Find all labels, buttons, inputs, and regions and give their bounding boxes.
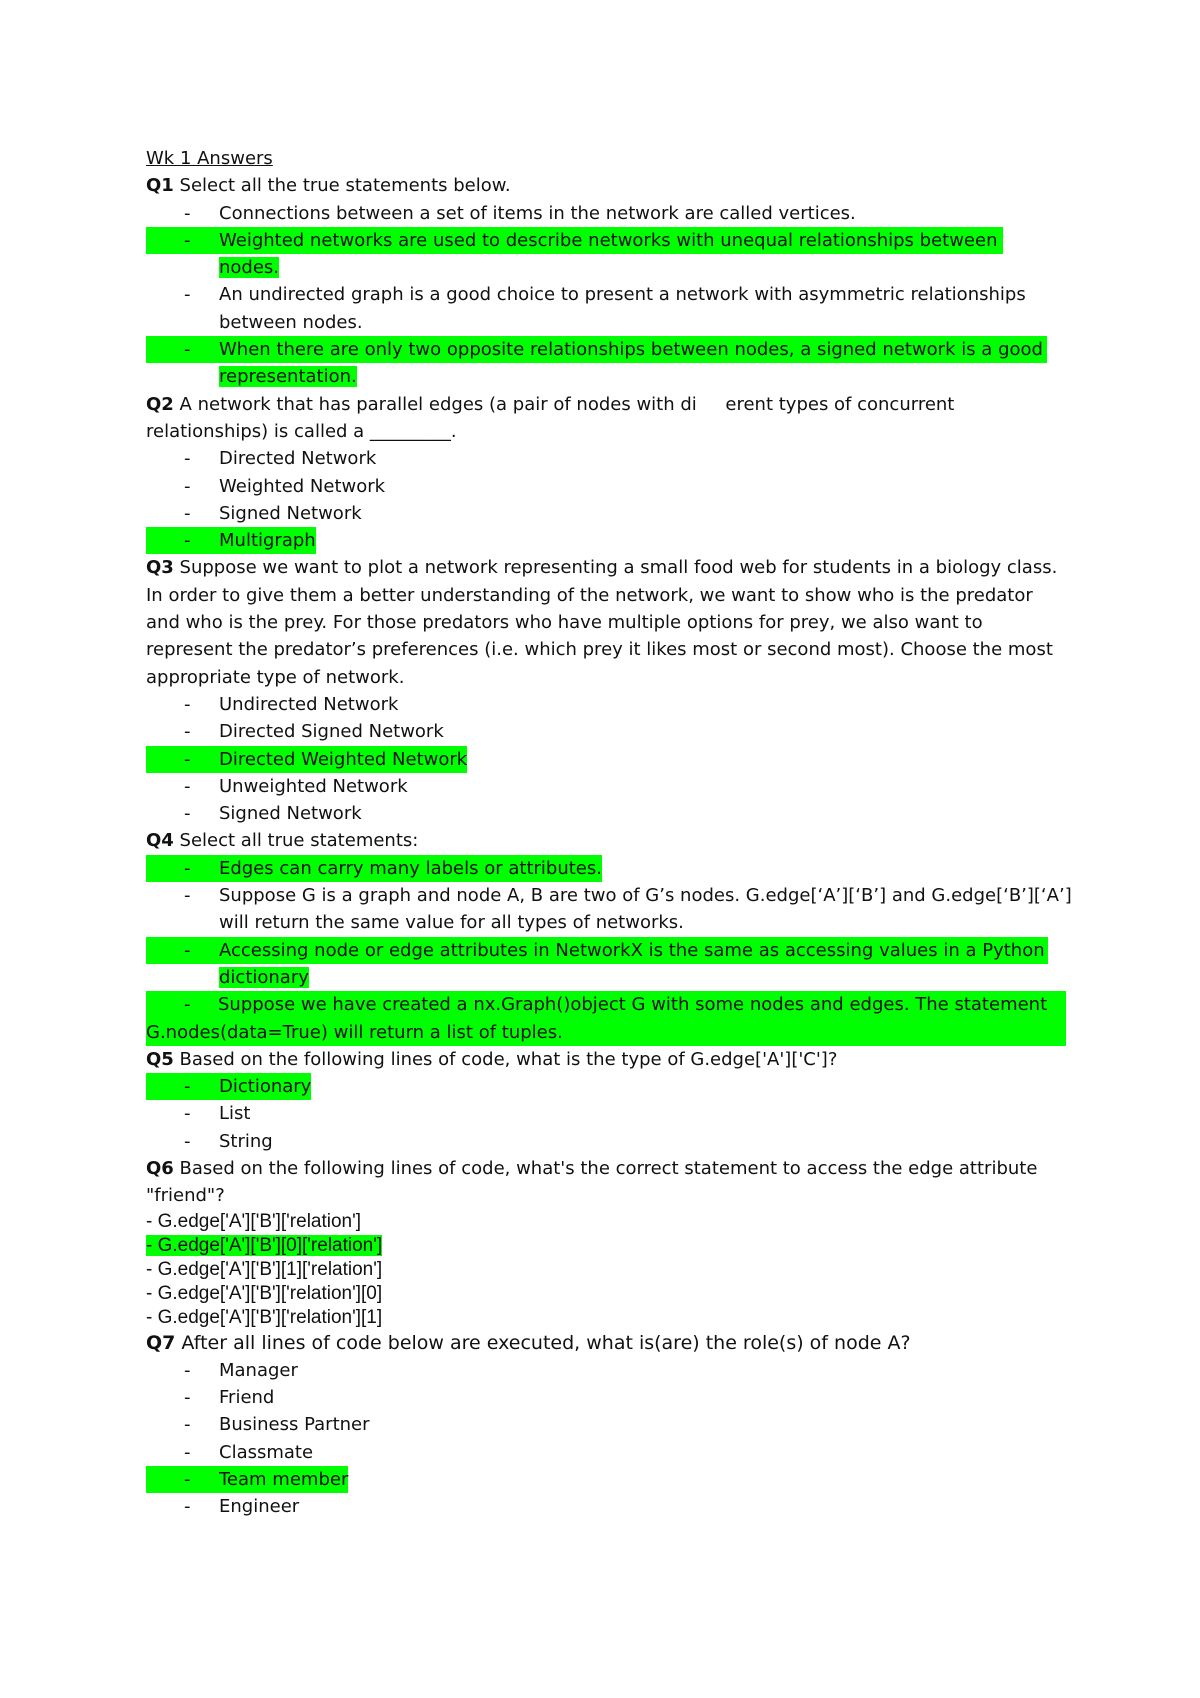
bullet-dash: - bbox=[184, 994, 191, 1016]
q7-option-6 bbox=[146, 1493, 1086, 1520]
q7-option-1 bbox=[146, 1357, 1086, 1384]
q3-option-2-text: Directed Signed Network bbox=[219, 721, 444, 743]
q5-option-3-text: String bbox=[219, 1130, 273, 1152]
q4-option-2-line1: Suppose G is a graph and node A, B are two of G’s nodes. G.edge[‘A’][‘B’] and G.edge[‘B’][‘A’] bbox=[219, 885, 1072, 907]
bullet-dash: - bbox=[146, 527, 219, 554]
q4-question bbox=[146, 827, 1086, 854]
q5-option-1 bbox=[146, 1073, 1086, 1100]
q5-option-2-text: List bbox=[219, 1103, 251, 1125]
q3-question-line4: represent the predator’s preferences (i.e. which prey it likes most or second most). Choose the most bbox=[146, 639, 1053, 661]
bullet-dash: - bbox=[184, 803, 191, 825]
q4-question-text: Select all true statements: bbox=[173, 830, 419, 852]
q3-option-1-text: Undirected Network bbox=[219, 693, 399, 715]
q5-option-3 bbox=[146, 1128, 1086, 1155]
document-title: Wk 1 Answers bbox=[146, 148, 273, 169]
q1-question bbox=[146, 172, 1086, 199]
q1-question-text: Select all the true statements below. bbox=[173, 175, 511, 197]
q1-option-4-line1: When there are only two opposite relationships between nodes, a signed network is a good bbox=[219, 336, 1047, 363]
q7-option-6-text: Engineer bbox=[219, 1496, 300, 1518]
q2-question bbox=[146, 391, 1086, 418]
q4-option-2-line2: will return the same value for all types of networks. bbox=[219, 912, 684, 934]
q6-option-3: - G.edge['A']['B'][1]['relation'] bbox=[146, 1258, 383, 1280]
q3-option-3 bbox=[146, 746, 1086, 773]
q4-option-3-line1: Accessing node or edge attributes in NetworkX is the same as accessing values in a Python bbox=[219, 937, 1048, 964]
document-content bbox=[146, 145, 1086, 1521]
q4-option-1-text: Edges can carry many labels or attributes. bbox=[219, 855, 602, 882]
bullet-dash: - bbox=[184, 1359, 191, 1381]
q3-option-3-text: Directed Weighted Network bbox=[219, 746, 467, 773]
q4-option-1 bbox=[146, 855, 1086, 882]
bullet-dash: - bbox=[146, 336, 219, 363]
q3-question-line5: appropriate type of network. bbox=[146, 666, 405, 688]
q6-label: Q6 bbox=[146, 1157, 174, 1179]
q7-option-2 bbox=[146, 1384, 1086, 1411]
q7-option-5-text: Team member bbox=[219, 1466, 348, 1493]
bullet-dash: - bbox=[184, 885, 191, 907]
q4-option-2 bbox=[146, 882, 1086, 937]
bullet-dash: - bbox=[146, 227, 219, 254]
bullet-dash: - bbox=[146, 746, 219, 773]
bullet-dash: - bbox=[184, 1496, 191, 1518]
q3-option-4-text: Unweighted Network bbox=[219, 775, 408, 797]
q4-option-4-line1: Suppose we have created a nx.Graph()object G with some nodes and edges. The statement bbox=[218, 994, 1048, 1016]
bullet-dash: - bbox=[146, 1466, 219, 1493]
q7-question-text: After all lines of code below are executed, what is(are) the role(s) of node A? bbox=[175, 1331, 911, 1354]
q3-option-2 bbox=[146, 718, 1086, 745]
bullet-dash: - bbox=[184, 693, 191, 715]
q6-option-4: - G.edge['A']['B']['relation'][0] bbox=[146, 1282, 383, 1304]
q7-option-5 bbox=[146, 1466, 1086, 1493]
q7-question bbox=[146, 1330, 1086, 1357]
q3-option-5-text: Signed Network bbox=[219, 803, 362, 825]
q1-option-1 bbox=[146, 200, 1086, 227]
q2-option-3 bbox=[146, 500, 1086, 527]
q3-question bbox=[146, 554, 1086, 581]
q3-question-line2: In order to give them a better understanding of the network, we want to show who is the predator bbox=[146, 584, 1033, 606]
q6-question-line1: Based on the following lines of code, what's the correct statement to access the edge attribute bbox=[173, 1157, 1038, 1179]
q2-label: Q2 bbox=[146, 393, 174, 415]
q4-option-4 bbox=[146, 991, 1066, 1046]
bullet-dash: - bbox=[184, 284, 191, 306]
q2-question-line2: relationships) is called a _________. bbox=[146, 420, 457, 442]
bullet-dash: - bbox=[184, 1130, 191, 1152]
q7-option-4 bbox=[146, 1439, 1086, 1466]
q4-option-3-line2: dictionary bbox=[219, 966, 309, 988]
q1-option-3-line2: between nodes. bbox=[219, 311, 363, 333]
bullet-dash: - bbox=[184, 1414, 191, 1436]
q1-option-3 bbox=[146, 281, 1086, 336]
q1-option-1-text: Connections between a set of items in the network are called vertices. bbox=[219, 202, 856, 224]
q3-option-4 bbox=[146, 773, 1086, 800]
bullet-dash: - bbox=[184, 1441, 191, 1463]
q6-question bbox=[146, 1155, 1086, 1182]
q3-label: Q3 bbox=[146, 557, 174, 579]
q6-option-1: - G.edge['A']['B']['relation'] bbox=[146, 1210, 362, 1232]
q5-option-1-text: Dictionary bbox=[219, 1073, 311, 1100]
q7-option-4-text: Classmate bbox=[219, 1441, 314, 1463]
bullet-dash: - bbox=[184, 775, 191, 797]
q2-option-1-text: Directed Network bbox=[219, 448, 377, 470]
q3-option-1 bbox=[146, 691, 1086, 718]
bullet-dash: - bbox=[146, 1073, 219, 1100]
bullet-dash: - bbox=[184, 502, 191, 524]
bullet-dash: - bbox=[146, 855, 219, 882]
q3-question-line3: and who is the prey. For those predators who have multiple options for prey, we also want to bbox=[146, 612, 983, 634]
q1-option-4 bbox=[146, 336, 1086, 391]
bullet-dash: - bbox=[184, 1387, 191, 1409]
bullet-dash: - bbox=[184, 1103, 191, 1125]
q3-question-line1: Suppose we want to plot a network representing a small food web for students in a biology class. bbox=[173, 557, 1058, 579]
q2-option-4-text: Multigraph bbox=[219, 527, 316, 554]
q7-label: Q7 bbox=[146, 1331, 176, 1354]
q1-option-2-line2: nodes. bbox=[219, 257, 280, 279]
q5-label: Q5 bbox=[146, 1048, 174, 1070]
bullet-dash: - bbox=[184, 448, 191, 470]
q2-option-3-text: Signed Network bbox=[219, 502, 362, 524]
q2-option-2-text: Weighted Network bbox=[219, 475, 386, 497]
q1-option-2-line1: Weighted networks are used to describe networks with unequal relationships between bbox=[219, 227, 1003, 254]
q4-label: Q4 bbox=[146, 830, 174, 852]
q1-option-3-line1: An undirected graph is a good choice to present a network with asymmetric relationships bbox=[219, 284, 1026, 306]
q7-option-2-text: Friend bbox=[219, 1387, 275, 1409]
q6-question-line2: "friend"? bbox=[146, 1185, 225, 1207]
bullet-dash: - bbox=[184, 202, 191, 224]
q1-label: Q1 bbox=[146, 175, 174, 197]
q6-option-5: - G.edge['A']['B']['relation'][1] bbox=[146, 1306, 383, 1328]
q6-option-2-text: - G.edge['A']['B'][0]['relation'] bbox=[146, 1234, 383, 1256]
q5-option-2 bbox=[146, 1100, 1086, 1127]
q7-option-1-text: Manager bbox=[219, 1359, 298, 1381]
bullet-dash: - bbox=[184, 721, 191, 743]
q1-option-4-line2: representation. bbox=[219, 366, 357, 388]
q7-option-3 bbox=[146, 1411, 1086, 1438]
q4-option-4-line2: G.nodes(data=True) will return a list of tuples. bbox=[146, 1021, 563, 1043]
q5-question-text: Based on the following lines of code, what is the type of G.edge['A']['C']? bbox=[173, 1048, 838, 1070]
q5-question bbox=[146, 1046, 1086, 1073]
q2-option-1 bbox=[146, 445, 1086, 472]
bullet-dash: - bbox=[184, 475, 191, 497]
q6-option-2 bbox=[146, 1234, 1086, 1258]
q4-option-3 bbox=[146, 937, 1086, 992]
q7-option-3-text: Business Partner bbox=[219, 1414, 370, 1436]
q2-question-line1: A network that has parallel edges (a pair of nodes with di erent types of concurrent bbox=[173, 393, 955, 415]
q2-option-4 bbox=[146, 527, 1086, 554]
q1-option-2 bbox=[146, 227, 1086, 282]
q2-option-2 bbox=[146, 473, 1086, 500]
bullet-dash: - bbox=[146, 937, 219, 964]
q3-option-5 bbox=[146, 800, 1086, 827]
